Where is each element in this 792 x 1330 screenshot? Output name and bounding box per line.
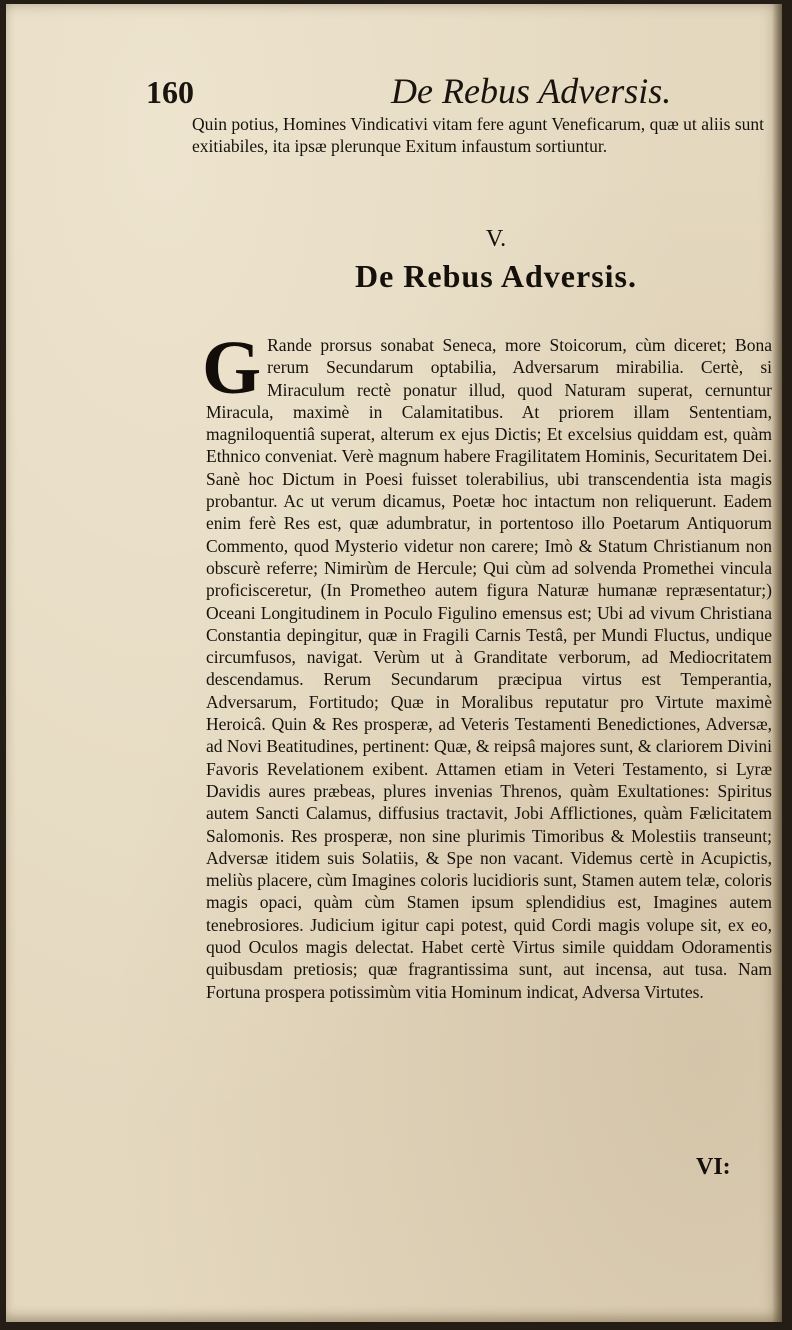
intro-text: Quin potius, Homines Vindicativi vitam fere agunt Veneficarum, quæ ut aliis sunt exitiabiles, ita ipsæ plerunque Exitum infaustum sortiuntur.: [192, 114, 764, 156]
section-title: De Rebus Adversis.: [354, 258, 637, 294]
body-text: Rande prorsus sonabat Seneca, more Stoicorum, cùm diceret; Bona rerum Secundarum optabilia, Adversarum mirabilia. Certè, si Miraculum rectè ponatur illud, quod Naturam superat, cernuntur Miracula, maximè in Calamitatibus. At priorem illam Sententiam, magniloquentiâ superat, alterum ex ejus Dictis; Et excelsius quiddam est, quàm Ethnico conveniat. Verè magnum habere Fragilitatem Hominis, Securitatem Dei. Sanè hoc Dictum in Poesi fuisset tolerabilius, ubi transcendentia ista magis probantur. Ac ut verum dicamus, Poetæ hoc intactum non reliquerunt. Eadem enim ferè Res est, quæ adumbratur, in portentoso illo Poetarum Antiquorum Commento, quod Mysterio videtur non carere; Imò & Statum Christianum non obscurè referre; Nimirùm de Hercule; Qui cùm ad solvenda Promethei vincula proficisceretur, (In Prometheo autem figura Naturæ humanæ repræsentatur;) Oceani Longitudinem in Poculo Figulino emensus est; Ubi ad vivum Christiana Constantia depingitur, quæ in Fragili Carnis Testâ, per Mundi Fluctus, undique circumfusos, navigat. Verùm ut à Granditate verborum, ad Mediocritatem descendamus. Rerum Secundarum præcipua virtus est Temperantia, Adversarum, Fortitudo; Quæ in Moralibus reputatur pro Virtute maximè Heroicâ. Quin & Res prosperæ, ad Veteris Testamenti Benedictiones, Adversæ, ad Novi Beatitudines, pertinent: Quæ, & reipsâ majores sunt, & clariorem Divini Favoris Revelationem exibent. Attamen etiam in Veteri Testamento, si Lyræ Davidis aures præbeas, plures invenias Threnos, quàm Exultationes: Spiritus autem Sancti Calamus, diffusius tractavit, Jobi Afflictiones, quàm Fælicitatem Salomonis. Res prosperæ, non sine plurimis Timoribus & Molestiis transeunt; Adversæ itidem suis Solatiis, & Spe non vacant. Videmus certè in Acupictis, meliùs placere, cùm Imagines coloris lucidioris sunt, Stamen autem telæ, coloris magis opaci, quàm cùm Stamen ipsum splendidius est, Imagines autem tenebrosiores. Judicium igitur capi potest, quid Cordi magis volupe sit, ex eo, quod Oculos magis delectat. Habet certè Virtus simile quiddam Odoramentis quibusdam pretiosis; quæ fragrantissima sunt, aut incensa, aut tusa. Nam Fortuna prospera potissimùm vitia Hominum indicat, Adversa Virtutes.: [206, 335, 772, 1002]
drop-cap: G: [202, 326, 262, 410]
catchword: VI:: [696, 1154, 731, 1180]
running-head: De Rebus Adversis.: [391, 71, 672, 111]
page-number: 160: [146, 74, 194, 110]
intro-paragraph: [192, 114, 764, 158]
page-gutter-shadow: [772, 4, 782, 1322]
essay-body: [202, 326, 772, 1003]
section-number: V.: [485, 226, 507, 252]
book-page: [6, 4, 782, 1322]
